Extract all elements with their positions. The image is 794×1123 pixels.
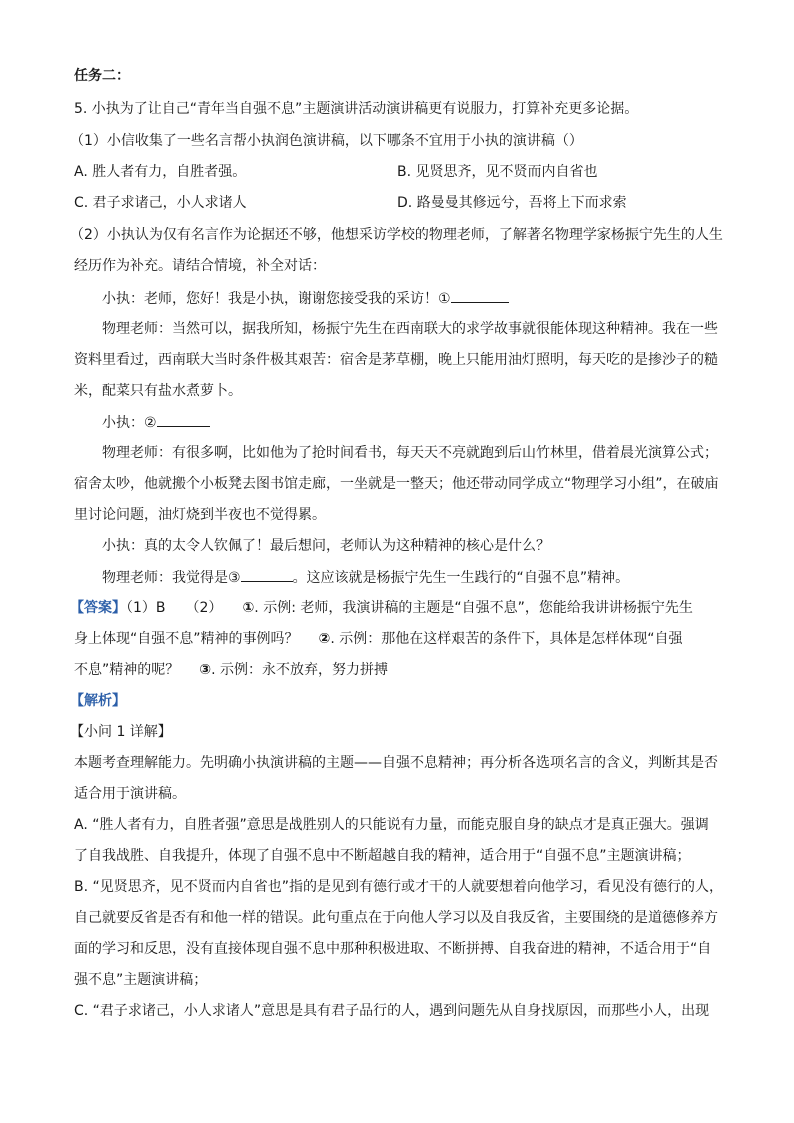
dialog-line-1-text: 小执：老师，您好！我是小执，谢谢您接受我的采访！①	[102, 291, 451, 307]
option-c: C. 君子求诸己，小人求诸人	[74, 195, 247, 211]
answer-line-2	[74, 629, 683, 649]
analysis-b-line1: B. “见贤思齐，见不贤而内自省也”指的是见到有德行或才干的人就要想着向他学习，看见没有德行的人，	[74, 879, 724, 895]
dialog-line-4c: 里讨论问题，油灯烧到半夜也不觉得累。	[74, 507, 326, 523]
dialog-line-3-text: 小执：②	[102, 415, 157, 431]
answer-line-1	[70, 598, 693, 618]
dialog-line-2b: 资料里看过，西南联大当时条件极其艰苦：宿舍是茅草棚，晚上只能用油灯照明，每天吃的是掺沙子的糙	[74, 352, 718, 368]
analysis-label: 【解析】	[70, 693, 126, 709]
analysis-p1-line2: 适合用于演讲稿。	[74, 786, 186, 802]
analysis-p1-line1: 本题考查理解能力。先明确小执演讲稿的主题——自强不息精神；再分析各选项名言的含义，判断其是否	[74, 755, 718, 771]
dialog-line-6	[102, 567, 629, 588]
question-5-sub2-line2: 经历作为补充。请结合情境，补全对话：	[74, 258, 326, 274]
analysis-a-line1: A. “胜人者有力，自胜者强”意思是战胜别人的只能说有力量，而能克服自身的缺点才是真正强大。强调	[74, 817, 709, 833]
dialog-line-3	[102, 412, 210, 433]
answer-blank-2	[157, 412, 210, 427]
answer-1: （1）B	[126, 600, 166, 616]
option-b: B. 见贤思齐，见不贤而内自省也	[397, 164, 598, 180]
analysis-c-line1: C. “君子求诸己，小人求诸人”意思是具有君子品行的人，遇到问题先从自身找原因，而那些小人，出现	[74, 1003, 710, 1019]
dialog-line-6-pre: 物理老师：我觉得是③	[102, 570, 241, 586]
answer-2-text-3b: . 示例：永不放弃，努力拼搏	[211, 662, 389, 678]
question-5-sub2-line1: （2）小执认为仅有名言作为论据还不够，他想采访学校的物理老师，了解著名物理学家杨振宁先生的人生	[70, 227, 723, 243]
analysis-b-line4: 强不息”主题演讲稿；	[74, 972, 208, 988]
option-d: D. 路曼曼其修远兮，吾将上下而求索	[397, 195, 627, 211]
dialog-line-4a: 物理老师：有很多啊，比如他为了抢时间看书，每天天不亮就跑到后山竹林里，借着晨光演算公式；	[102, 445, 718, 461]
dialog-line-4b: 宿舍太吵，他就搬个小板凳去图书馆走廊，一坐就是一整天；他还带动同学成立“物理学习小组”，在破庙	[74, 476, 719, 492]
answer-2-label: （2）	[185, 600, 223, 616]
answer-line-3	[74, 660, 388, 680]
analysis-b-line3: 面的学习和反思，没有直接体现自强不息中那种积极进取、不断拼搏、自我奋进的精神，不适合用于“自	[74, 941, 712, 957]
answer-2-circle-2: ②	[318, 631, 331, 647]
answer-2-text-2: 身上体现“自强不息”精神的事例吗？	[74, 631, 299, 647]
dialog-line-2c: 米，配菜只有盐水煮萝卜。	[74, 383, 242, 399]
dialog-line-2a: 物理老师：当然可以，据我所知，杨振宁先生在西南联大的求学故事就很能体现这种精神。我在一些	[102, 321, 718, 337]
answer-2-circle-3: ③	[199, 662, 212, 678]
answer-blank-1	[451, 288, 509, 303]
analysis-a-line2: 了自我战胜、自我提升，体现了自强不息中不断超越自我的精神，适合用于“自强不息”主题演讲稿；	[74, 848, 691, 864]
dialog-line-6-post: 。这应该就是杨振宁先生一生践行的“自强不息”精神。	[292, 570, 630, 586]
answer-label: 【答案】	[70, 600, 126, 616]
answer-2-circle-1: ①	[242, 600, 255, 616]
task-title: 任务二：	[74, 68, 130, 84]
answer-2-text-3: 不息”精神的呢？	[74, 662, 180, 678]
answer-2-text-2b: . 示例：那他在这样艰苦的条件下，具体是怎样体现“自强	[330, 631, 683, 647]
question-5-sub1: （1）小信收集了一些名言帮小执润色演讲稿，以下哪条不宜用于小执的演讲稿（）	[70, 133, 583, 149]
analysis-sub1-label: 【小问 1 详解】	[70, 724, 172, 740]
question-5-stem: 5. 小执为了让自己“青年当自强不息”主题演讲活动演讲稿更有说服力，打算补充更多论据。	[74, 101, 639, 117]
dialog-line-1	[102, 288, 509, 309]
answer-blank-3	[241, 567, 293, 582]
analysis-b-line2: 自己就要反省是否有和他一样的错误。此句重点在于向他人学习以及自我反省，主要围绕的是道德修养方	[74, 910, 718, 926]
option-a: A. 胜人者有力，自胜者强。	[74, 164, 247, 180]
dialog-line-5: 小执：真的太令人钦佩了！最后想问，老师认为这种精神的核心是什么？	[102, 538, 550, 554]
answer-2-text-1: . 示例: 老师，我演讲稿的主题是“自强不息”，您能给我讲讲杨振宁先生	[254, 600, 693, 616]
